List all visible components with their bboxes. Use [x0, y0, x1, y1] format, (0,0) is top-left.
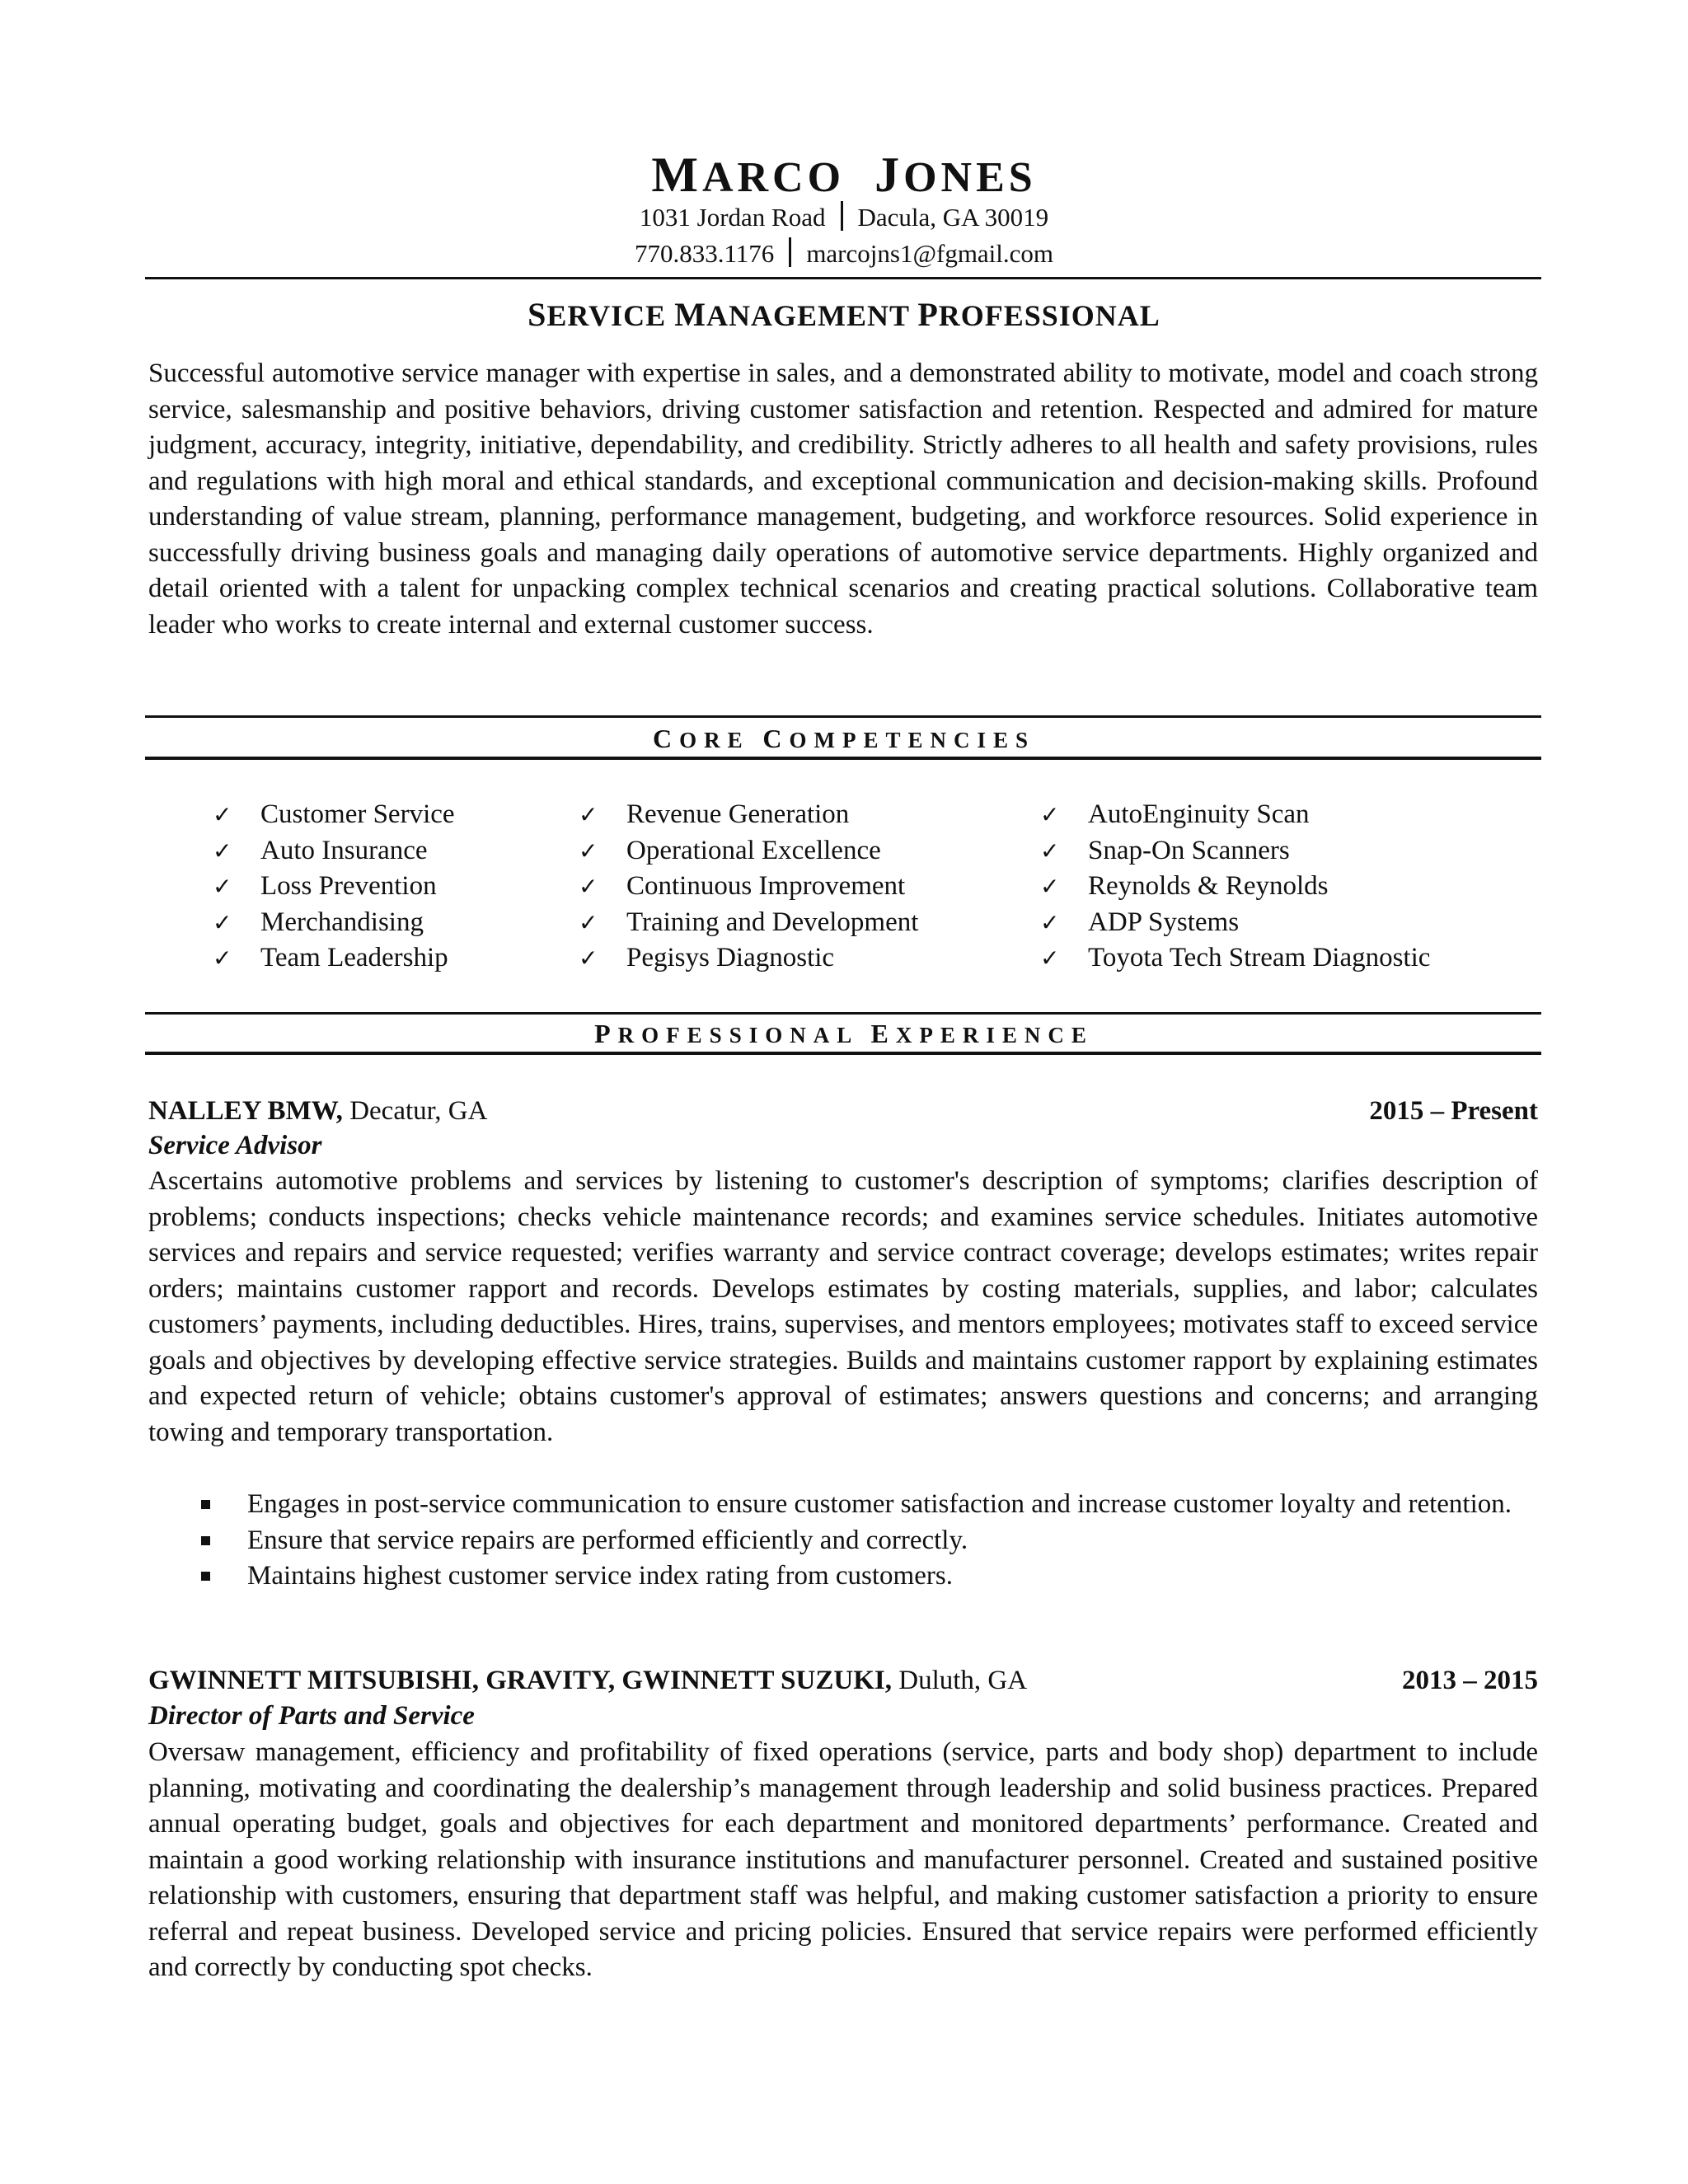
competencies-column-2: [579, 797, 918, 977]
check-icon: ✓: [1040, 908, 1060, 936]
achievement-item: Maintains highest customer service index rating from customers.: [198, 1558, 1538, 1595]
check-icon: ✓: [213, 837, 232, 865]
competencies-bottom-rule: [145, 757, 1541, 760]
bullet-square-icon: [201, 1536, 210, 1545]
competency-item: ✓ Pegisys Diagnostic: [579, 940, 918, 977]
job-dates: 2015 – Present: [1369, 1096, 1538, 1126]
employer-location: Decatur, GA: [342, 1096, 488, 1126]
competency-item: ✓ Training and Development: [579, 905, 918, 941]
phone-number: 770.833.1176: [634, 239, 775, 268]
achievement-item: Ensure that service repairs are performed efficiently and correctly.: [198, 1523, 1538, 1559]
contact-line: [0, 237, 1688, 269]
experience-top-rule: [145, 1012, 1541, 1015]
bullet-square-icon: [201, 1500, 210, 1509]
competencies-column-3: [1040, 797, 1484, 977]
address-line: [0, 201, 1688, 232]
competency-item: ✓ Toyota Tech Stream Diagnostic: [1040, 940, 1484, 977]
competency-item: ✓ Revenue Generation: [579, 797, 918, 833]
separator-bar: [841, 201, 843, 231]
email-address: marcojns1@fgmail.com: [806, 239, 1054, 268]
competency-item: ✓ Auto Insurance: [213, 833, 455, 869]
competency-item: ✓ Snap-On Scanners: [1040, 833, 1484, 869]
candidate-name: MARCO JONES: [651, 148, 1037, 202]
check-icon: ✓: [213, 944, 232, 972]
competency-item: ✓ Merchandising: [213, 905, 455, 941]
check-icon: ✓: [579, 873, 598, 900]
check-icon: ✓: [579, 944, 598, 972]
professional-headline: SERVICE MANAGEMENT PROFESSIONAL: [528, 296, 1160, 333]
experience-heading: PROFESSIONAL EXPERIENCE: [594, 1019, 1094, 1048]
achievement-item: Engages in post-service communication to ensure customer satisfaction and increase customer loyalty and retention.: [198, 1487, 1538, 1523]
check-icon: ✓: [213, 873, 232, 900]
bullet-square-icon: [201, 1572, 210, 1581]
check-icon: ✓: [1040, 944, 1060, 972]
competency-item: ✓ ADP Systems: [1040, 905, 1484, 941]
check-icon: ✓: [1040, 873, 1060, 900]
competency-item: ✓ Operational Excellence: [579, 833, 918, 869]
competencies-column-1: [213, 797, 455, 977]
competencies-heading: CORE COMPETENCIES: [652, 724, 1036, 753]
competencies-top-rule: [145, 715, 1541, 718]
check-icon: ✓: [579, 908, 598, 936]
check-icon: ✓: [579, 801, 598, 828]
check-icon: ✓: [213, 801, 232, 828]
competency-item: ✓ AutoEnginuity Scan: [1040, 797, 1484, 833]
address-city: Dacula, GA 30019: [857, 203, 1049, 232]
employer-name: GWINNETT MITSUBISHI, GRAVITY, GWINNETT SUZUKI,: [148, 1666, 892, 1695]
employer-name: NALLEY BMW,: [148, 1096, 343, 1126]
job-description: Oversaw management, efficiency and profitability of fixed operations (service, parts and body shop) department to include planning, motivating and coordinating the dealership’s management through leadership and solid business practices. Prepared annual operating budget, goals and objectives for each department and monitored departments’ performance. Created and maintain a good working relationship with insurance institutions and manufacturer personnel. Created and sustained positive relationship with customers, ensuring that department staff was helpful, and making customer satisfaction a priority to ensure referral and repeat business. Developed service and pricing policies. Ensured that service repairs were performed efficiently and correctly by conducting spot checks.: [148, 1737, 1538, 1982]
job-description: Ascertains automotive problems and services by listening to customer's description of symptoms; clarifies description of problems; conducts inspections; checks vehicle maintenance records; and examines service schedules. Initiates automotive services and repairs and service requested; verifies warranty and service contract coverage; develops estimates; writes repair orders; maintains customer rapport and records. Develops estimates by costing materials, supplies, and labor; calculates customers’ payments, including deductibles. Hires, trains, supervises, and mentors employees; motivates staff to exceed service goals and objectives by developing effective service strategies. Builds and maintains customer rapport by explaining estimates and expected return of vehicle; obtains customer's approval of estimates; answers questions and concerns; and arranging towing and temporary transportation.: [148, 1166, 1538, 1447]
job-heading: [148, 1663, 1538, 1699]
check-icon: ✓: [213, 908, 232, 936]
competency-item: ✓ Customer Service: [213, 797, 455, 833]
achievement-list: [198, 1487, 1538, 1595]
competency-item: ✓ Loss Prevention: [213, 869, 455, 905]
competency-item: ✓ Team Leadership: [213, 940, 455, 977]
check-icon: ✓: [579, 837, 598, 865]
job-heading: [148, 1094, 1538, 1130]
employer-location: Duluth, GA: [891, 1666, 1028, 1695]
job-title: Director of Parts and Service: [148, 1701, 475, 1731]
experience-bottom-rule: [145, 1052, 1541, 1055]
address-street: 1031 Jordan Road: [639, 203, 826, 232]
job-dates: 2013 – 2015: [1402, 1666, 1538, 1695]
summary-paragraph: Successful automotive service manager with expertise in sales, and a demonstrated ability to motivate, model and coach strong service, salesmanship and positive behaviors, driving customer satisfaction and retention. Respected and admired for mature judgment, accuracy, integrity, initiative, dependability, and credibility. Strictly adheres to all health and safety provisions, rules and regulations with high moral and ethical standards, and exceptional communication and decision-making skills. Profound understanding of value stream, planning, performance management, budgeting, and workforce resources. Solid experience in successfully driving business goals and managing daily operations of automotive service departments. Highly organized and detail oriented with a talent for unpacking complex technical scenarios and creating practical solutions. Collaborative team leader who works to create internal and external customer success.: [148, 359, 1538, 640]
competency-item: ✓ Reynolds & Reynolds: [1040, 869, 1484, 905]
competency-item: ✓ Continuous Improvement: [579, 869, 918, 905]
check-icon: ✓: [1040, 801, 1060, 828]
check-icon: ✓: [1040, 837, 1060, 865]
header-divider: [145, 277, 1541, 279]
separator-bar: [789, 237, 791, 267]
job-title: Service Advisor: [148, 1131, 322, 1160]
